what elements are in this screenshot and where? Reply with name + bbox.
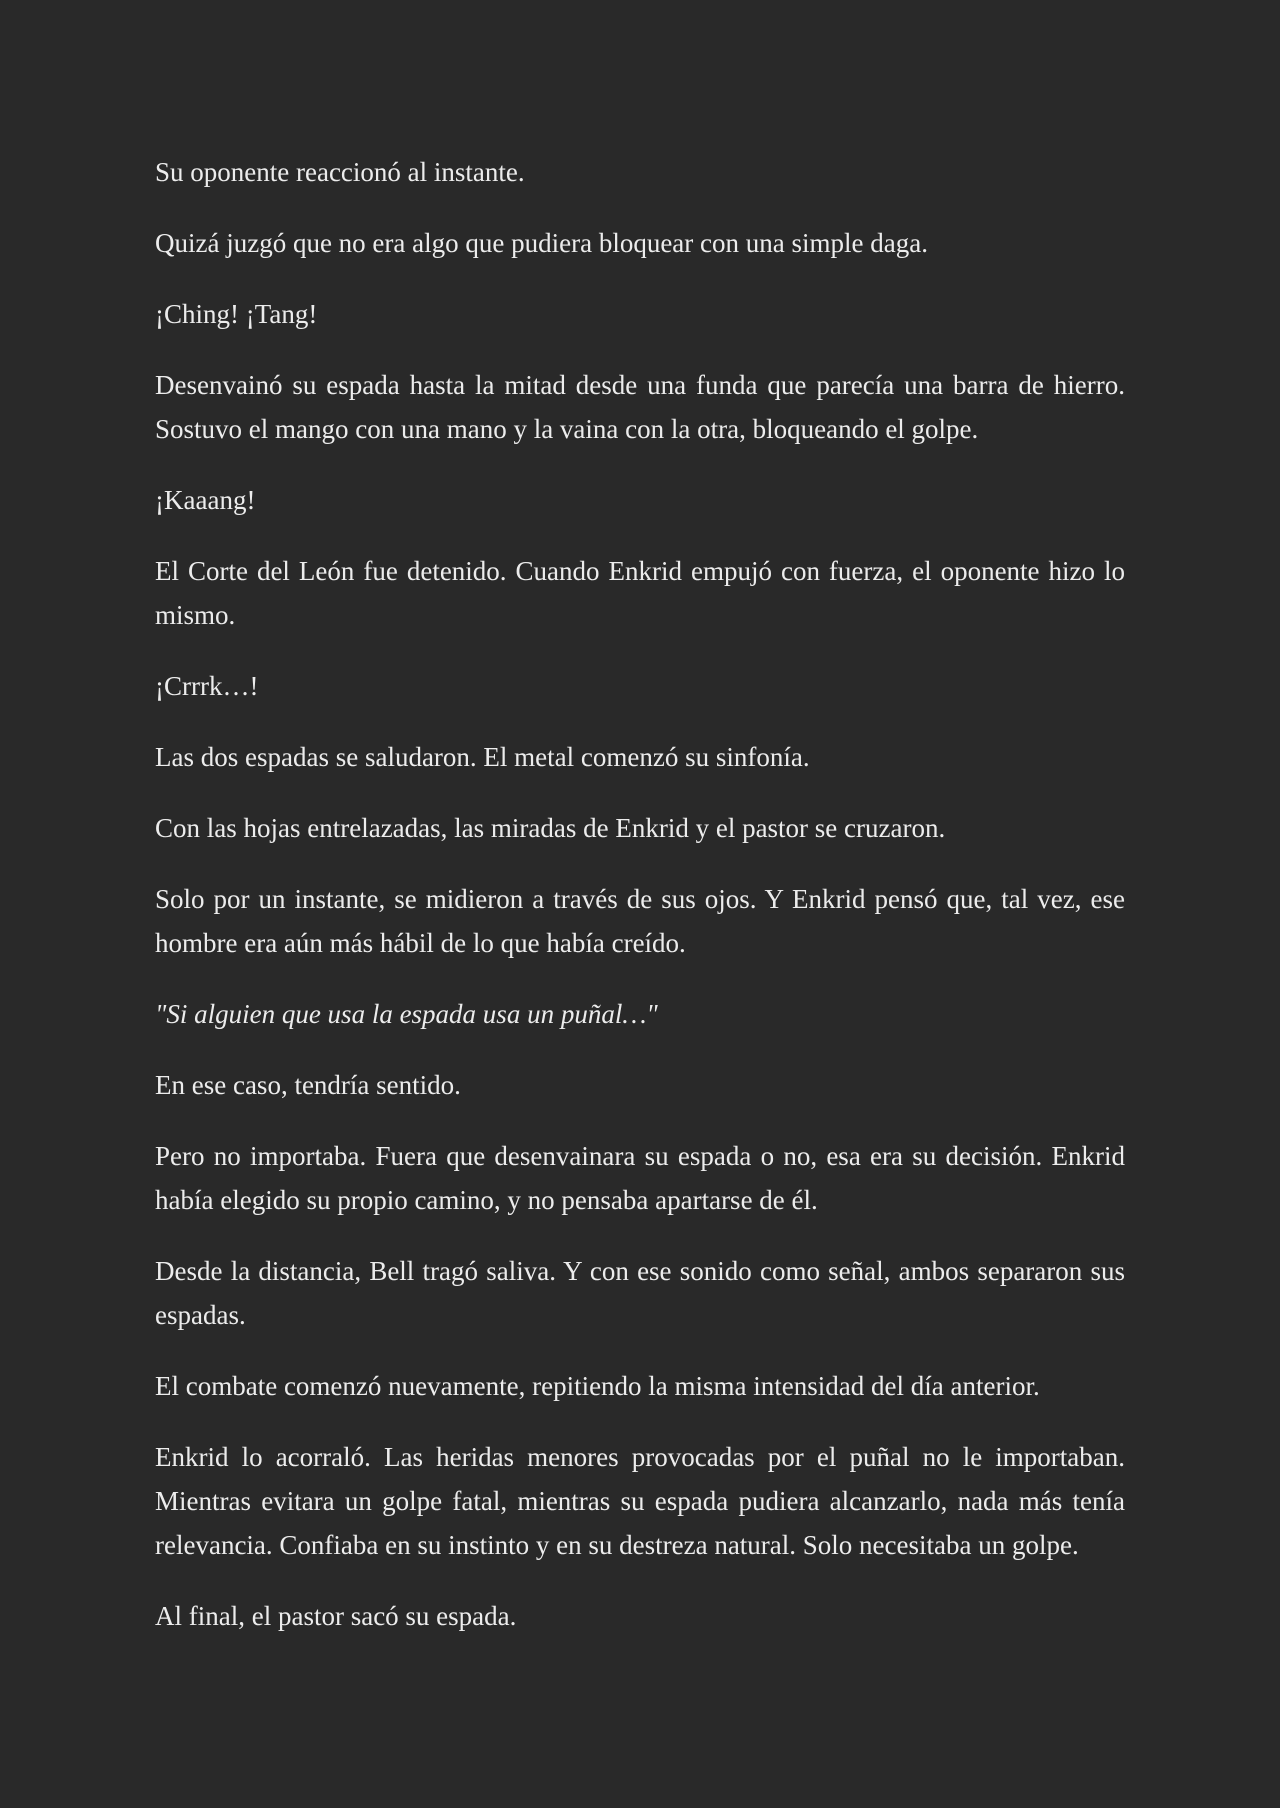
- paragraph: Pero no importaba. Fuera que desenvainara su espada o no, esa era su decisión. Enkrid había elegido su propio camino, y no pensaba apartarse de él.: [155, 1141, 1125, 1215]
- paragraph: Desde la distancia, Bell tragó saliva. Y con ese sonido como señal, ambos separaron sus espadas.: [155, 1256, 1125, 1330]
- paragraph: Con las hojas entrelazadas, las miradas de Enkrid y el pastor se cruzaron.: [155, 813, 946, 843]
- paragraph: Quizá juzgó que no era algo que pudiera bloquear con una simple daga.: [155, 228, 928, 258]
- paragraph: Desenvainó su espada hasta la mitad desde una funda que parecía una barra de hierro. Sostuvo el mango con una mano y la vaina con la otra, bloqueando el golpe.: [155, 370, 1125, 444]
- paragraph: Enkrid lo acorraló. Las heridas menores provocadas por el puñal no le importaban. Mientras evitara un golpe fatal, mientras su espada pudiera alcanzarlo, nada más tenía relevancia. Confiaba en su instinto y en su destreza natural. Solo necesitaba un golpe.: [155, 1442, 1125, 1560]
- italic-thought-paragraph: "Si alguien que usa la espada usa un puñal…": [155, 999, 658, 1029]
- paragraph: ¡Crrrk…!: [155, 671, 259, 701]
- paragraph: En ese caso, tendría sentido.: [155, 1070, 461, 1100]
- paragraph: ¡Kaaang!: [155, 485, 256, 515]
- paragraph: Las dos espadas se saludaron. El metal comenzó su sinfonía.: [155, 742, 810, 772]
- paragraph: ¡Ching! ¡Tang!: [155, 299, 318, 329]
- paragraph: Solo por un instante, se midieron a través de sus ojos. Y Enkrid pensó que, tal vez, ese hombre era aún más hábil de lo que había creído.: [155, 884, 1125, 958]
- paragraph: Su oponente reaccionó al instante.: [155, 157, 525, 187]
- paragraph: El combate comenzó nuevamente, repitiendo la misma intensidad del día anterior.: [155, 1371, 1040, 1401]
- paragraph: El Corte del León fue detenido. Cuando Enkrid empujó con fuerza, el oponente hizo lo mismo.: [155, 556, 1125, 630]
- paragraph: Al final, el pastor sacó su espada.: [155, 1601, 517, 1631]
